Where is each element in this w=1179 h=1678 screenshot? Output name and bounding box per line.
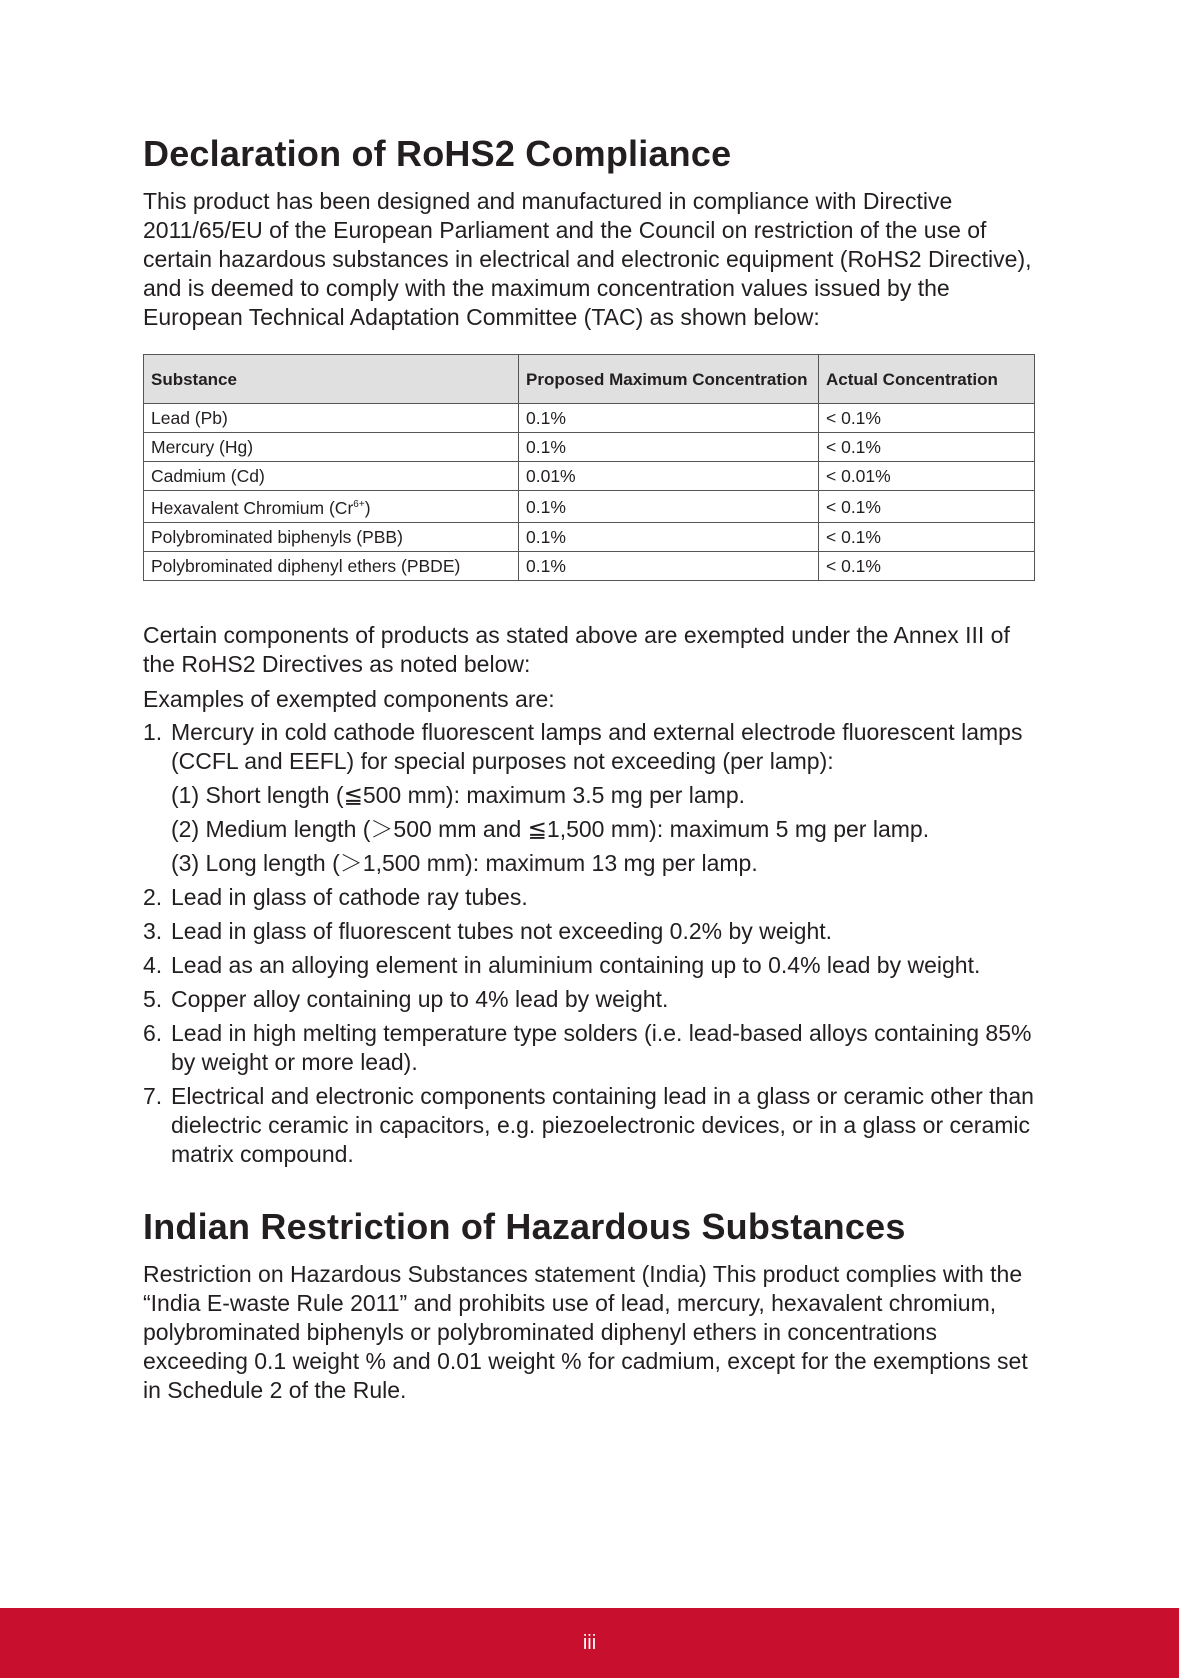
table-row <box>144 552 1035 581</box>
annex-paragraph: Certain components of products as stated above are exempted under the Annex III of the RoHS2 Directives as noted below: <box>143 622 1010 678</box>
list-item <box>143 718 1043 878</box>
cell-proposed: 0.1% <box>519 491 819 523</box>
list-item <box>143 985 1043 1014</box>
list-number: 7. <box>143 1083 163 1110</box>
india-body: Restriction on Hazardous Substances statement (India) This product complies with the “India E-waste Rule 2011” and prohibits use of lead, mercury, hexavalent chromium, polybrominated biphenyls or polybrominated diphenyl ethers in concentrations exceeding 0.1 weight % and 0.01 weight % for cadmium, except for the exemptions set in Schedule 2 of the Rule. <box>143 1261 1028 1404</box>
examples-label: Examples of exempted components are: <box>143 686 555 713</box>
cell-actual: < 0.1% <box>819 433 1035 462</box>
footer-bar <box>0 1608 1179 1678</box>
table-row <box>144 491 1035 523</box>
cell-actual: < 0.1% <box>819 491 1035 523</box>
cell-proposed: 0.1% <box>519 523 819 552</box>
cell-substance <box>144 491 519 523</box>
table-row <box>144 433 1035 462</box>
sub-item: (1) Short length (≦500 mm): maximum 3.5 mg per lamp. <box>171 782 746 809</box>
cell-proposed: 0.1% <box>519 433 819 462</box>
list-number: 5. <box>143 986 163 1013</box>
list-item <box>143 951 1043 980</box>
chromium-close: ) <box>364 498 371 519</box>
list-text: Copper alloy containing up to 4% lead by weight. <box>171 986 669 1013</box>
list-item <box>143 1082 1043 1169</box>
list-item <box>143 883 1043 912</box>
list-item <box>143 1019 1043 1077</box>
cell-proposed: 0.01% <box>519 462 819 491</box>
table-row <box>144 523 1035 552</box>
page-number: iii <box>582 1632 597 1654</box>
list-text: Lead in glass of fluorescent tubes not exceeding 0.2% by weight. <box>171 918 833 945</box>
sub-item: (2) Medium length (＞500 mm and ≦1,500 mm): maximum 5 mg per lamp. <box>171 816 930 843</box>
page-content <box>143 132 1043 1405</box>
cell-proposed: 0.1% <box>519 552 819 581</box>
chromium-superscript: 6+ <box>353 499 365 511</box>
list-text: Lead as an alloying element in aluminium containing up to 0.4% lead by weight. <box>171 952 981 979</box>
table-header-row <box>144 355 1035 404</box>
chromium-label: Hexavalent Chromium (Cr <box>151 498 354 519</box>
rohs2-heading: Declaration of RoHS2 Compliance <box>143 133 732 174</box>
list-text: Lead in glass of cathode ray tubes. <box>171 884 528 911</box>
header-actual: Actual Concentration <box>819 355 1035 404</box>
header-proposed-max: Proposed Maximum Concentration <box>519 355 819 404</box>
list-text: Electrical and electronic components containing lead in a glass or ceramic other than dielectric ceramic in capacitors, e.g. piezoelectronic devices, or in a glass or ceramic matrix compound. <box>171 1083 1034 1168</box>
list-number: 4. <box>143 952 163 979</box>
list-text: Mercury in cold cathode fluorescent lamps and external electrode fluorescent lamps (CCFL and EEFL) for special purposes not exceeding (per lamp): <box>171 719 1023 775</box>
list-number: 6. <box>143 1020 163 1047</box>
table-row <box>144 462 1035 491</box>
cell-substance: Lead (Pb) <box>144 404 519 433</box>
cell-actual: < 0.1% <box>819 404 1035 433</box>
cell-actual: < 0.1% <box>819 552 1035 581</box>
cell-substance: Mercury (Hg) <box>144 433 519 462</box>
cell-substance: Polybrominated diphenyl ethers (PBDE) <box>144 552 519 581</box>
exemption-list <box>143 718 1043 1169</box>
list-number: 1. <box>143 719 163 746</box>
rohs2-intro: This product has been designed and manufactured in compliance with Directive 2011/65/EU of the European Parliament and the Council on restriction of the use of certain hazardous substances in electrical and electronic equipment (RoHS2 Directive), and is deemed to comply with the maximum concentration values issued by the European Technical Adaptation Committee (TAC) as shown below: <box>143 188 1032 331</box>
list-number: 2. <box>143 884 163 911</box>
header-substance: Substance <box>144 355 519 404</box>
substance-table <box>143 354 1035 581</box>
india-heading: Indian Restriction of Hazardous Substances <box>143 1206 906 1248</box>
cell-substance: Polybrominated biphenyls (PBB) <box>144 523 519 552</box>
list-item <box>143 917 1043 946</box>
list-number: 3. <box>143 918 163 945</box>
list-text: Lead in high melting temperature type solders (i.e. lead-based alloys containing 85% by weight or more lead). <box>171 1020 1032 1076</box>
cell-proposed: 0.1% <box>519 404 819 433</box>
cell-substance: Cadmium (Cd) <box>144 462 519 491</box>
cell-actual: < 0.01% <box>819 462 1035 491</box>
table-row <box>144 404 1035 433</box>
cell-actual: < 0.1% <box>819 523 1035 552</box>
sub-item: (3) Long length (＞1,500 mm): maximum 13 mg per lamp. <box>171 850 758 877</box>
